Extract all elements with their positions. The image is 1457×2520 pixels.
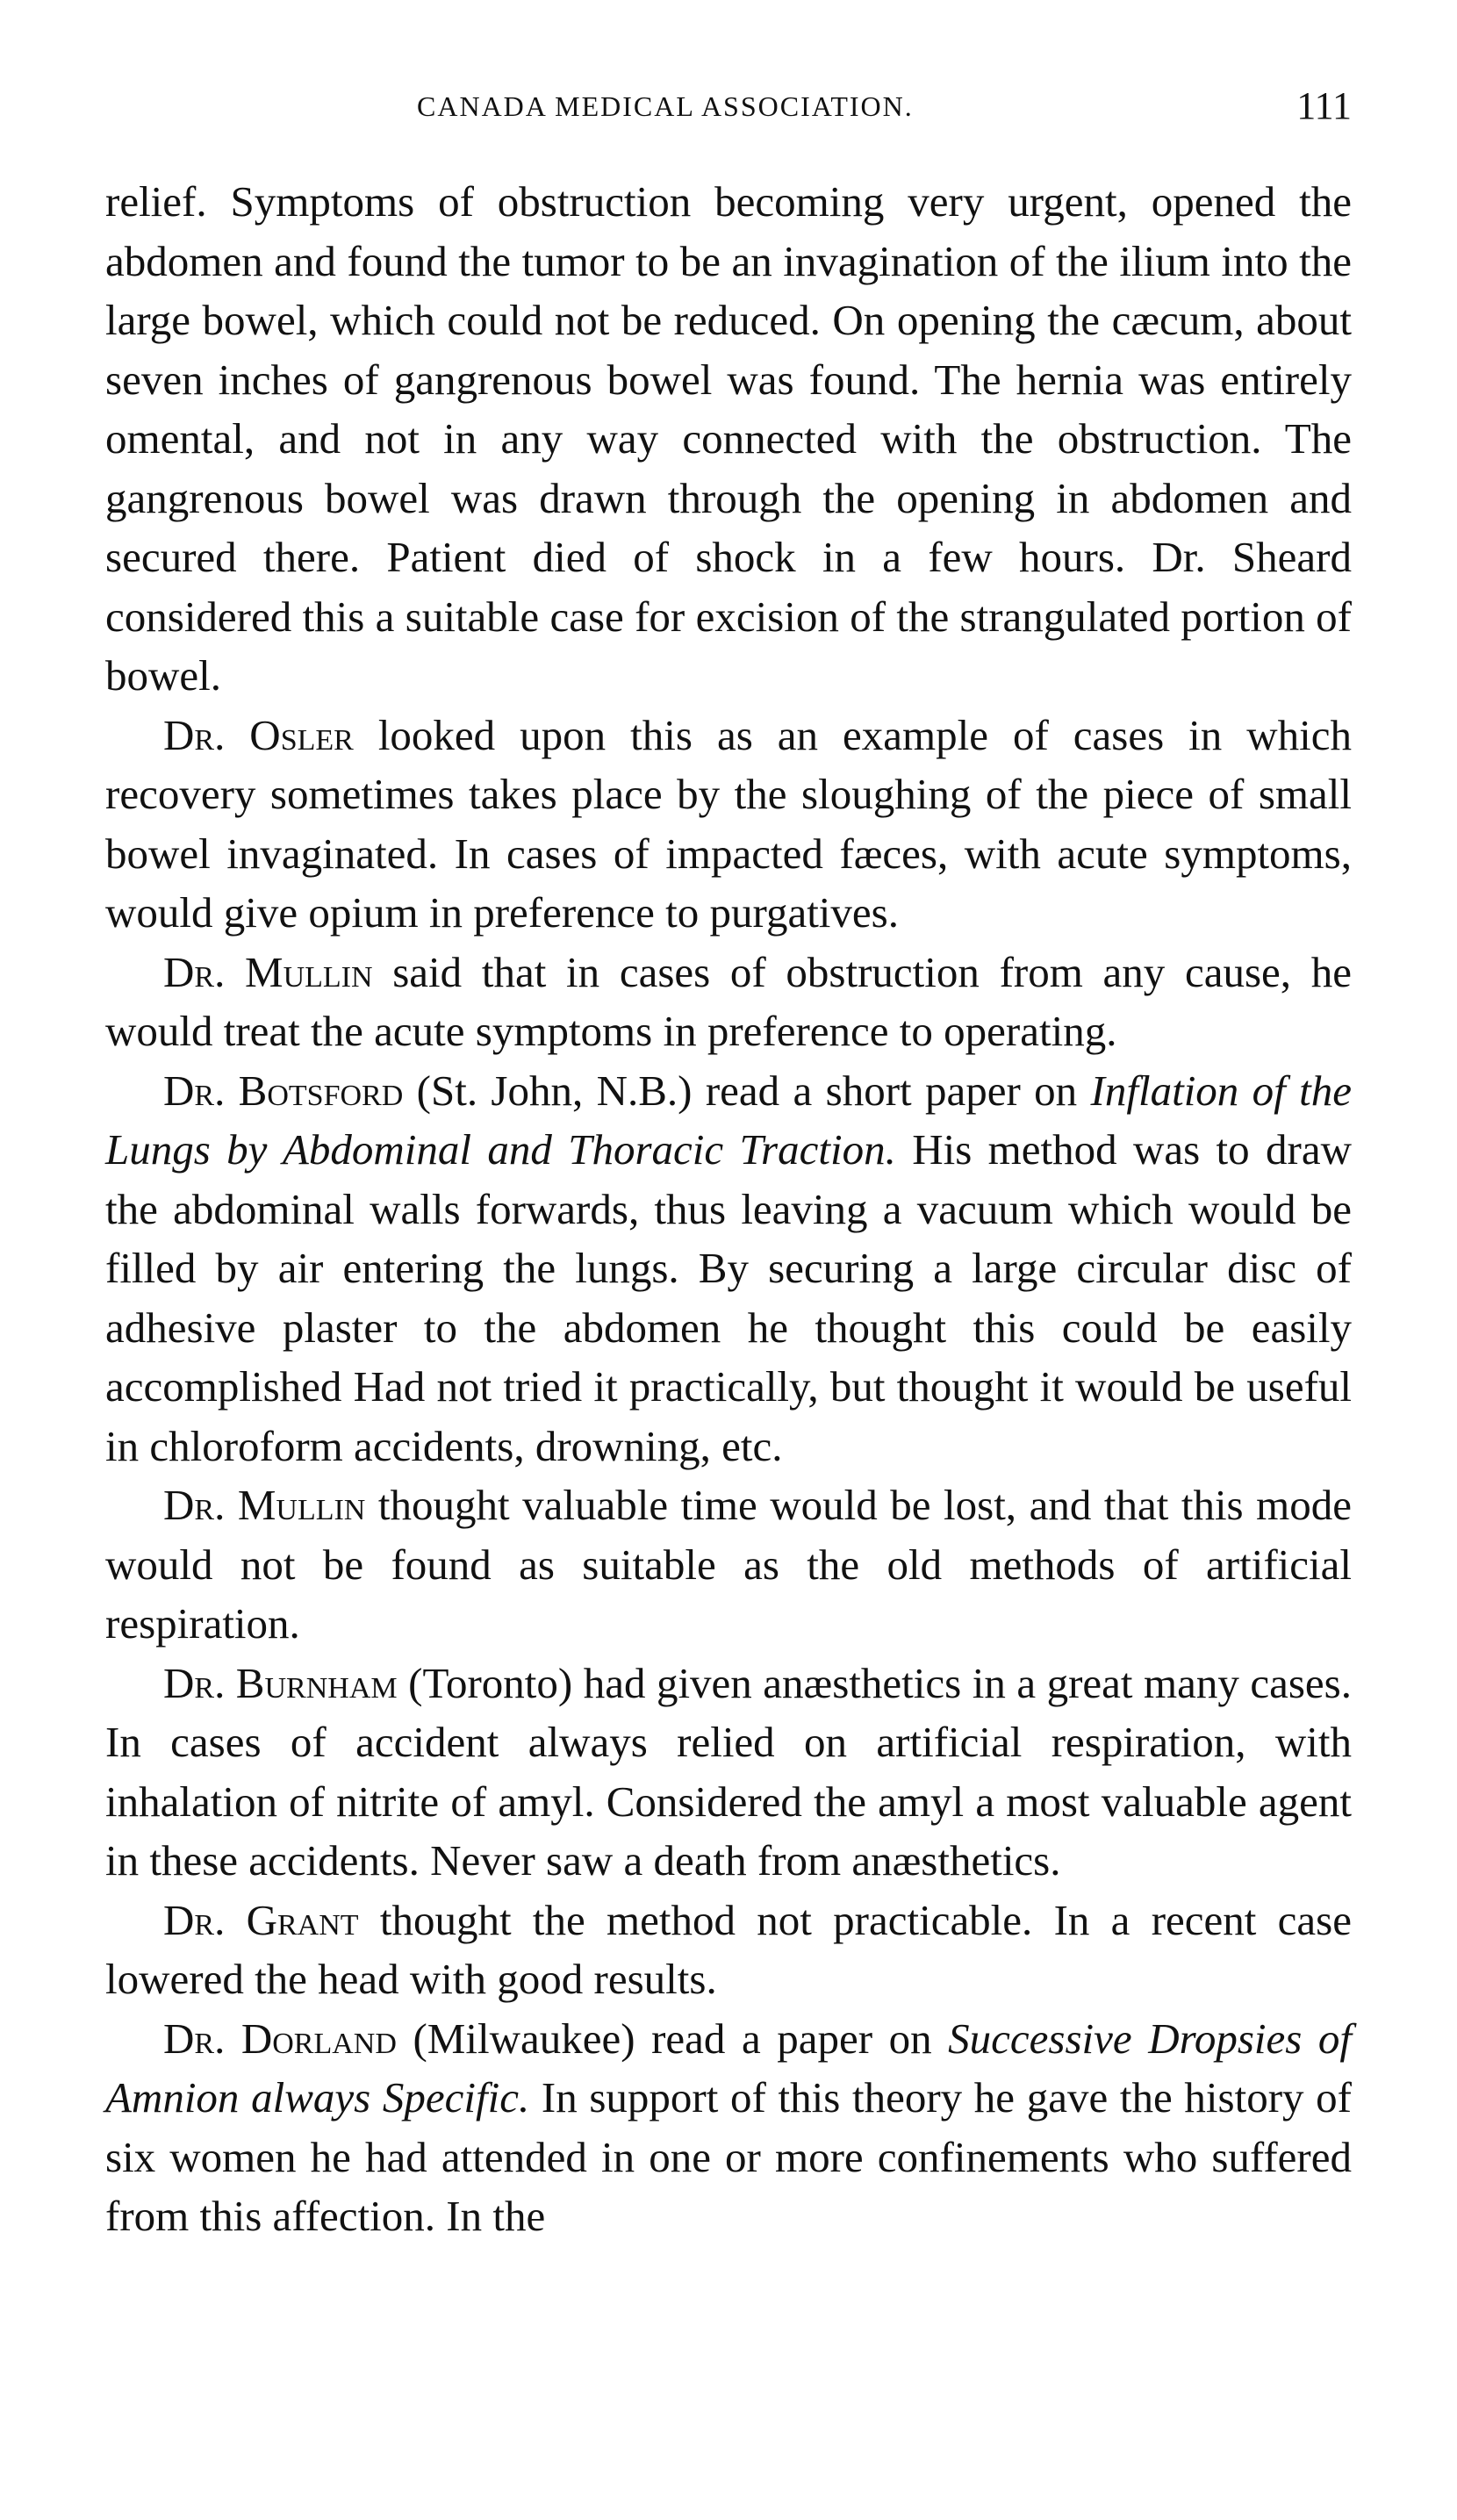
paragraph-mullin-1 xyxy=(105,943,1352,1061)
paragraph-text: thought valuable time would be lost, and that this mode would not be found as suitable as the old methods of artificial respiration. xyxy=(105,1481,1352,1648)
paper-title: Successive Dropsies of Amnion always Specific. xyxy=(105,2014,1352,2122)
paragraph-text: thought the method not practicable. In a recent case lowered the head with good results. xyxy=(105,1895,1352,2003)
paragraph-text: said that in cases of obstruction from any cause, he would treat the acute symptoms in preference to operating. xyxy=(105,947,1352,1055)
paragraph-dorland xyxy=(105,2009,1352,2246)
paragraph-text: (Milwaukee) read a paper on xyxy=(396,2014,949,2063)
speaker-name: Dr. Osler xyxy=(163,710,354,759)
paragraph-text: looked upon this as an example of cases in which recovery sometimes takes place by the sloughing of the piece of small bowel invaginated. In cases of impacted fæces, with acute symptoms, would give opium in preference to purgatives. xyxy=(105,710,1353,937)
paragraph-relief xyxy=(105,172,1352,706)
speaker-name: Dr. Grant xyxy=(163,1895,359,1944)
page-number: 111 xyxy=(1296,84,1352,127)
paragraph-text: (St. John, N.B.) read a short paper on xyxy=(403,1066,1091,1115)
paragraph-botsford xyxy=(105,1061,1352,1476)
paragraph-text: His method was to draw the abdominal walls forwards, thus leaving a vacuum which would be filled by air entering the lungs. By securing a large circular disc of adhesive plaster to the abdomen he thought this could be easily accomplished Had not tried it practically, but thought it would be useful in chloroform accidents, drowning, etc. xyxy=(105,1125,1352,1470)
speaker-name: Dr. Mullin xyxy=(163,947,373,996)
speaker-name: Dr. Botsford xyxy=(163,1066,404,1115)
paragraph-mullin-2 xyxy=(105,1475,1352,1654)
paragraph-burnham xyxy=(105,1654,1352,1891)
paragraph-grant xyxy=(105,1891,1352,2009)
paper-title: Inflation of the Lungs by Abdominal and Thoracic Traction. xyxy=(105,1066,1352,1174)
speaker-name: Dr. Mullin xyxy=(163,1481,366,1529)
paragraph-text: (Toronto) had given anæsthetics in a great many cases. In cases of accident always relied on artificial respiration, with inhalation of nitrite of amyl. Considered the amyl a most valuable agent in these accidents. Never saw a death from anæsthetics. xyxy=(105,1658,1352,1885)
speaker-name: Dr. Burnham xyxy=(163,1658,398,1707)
book-page xyxy=(105,0,1352,2520)
page-header xyxy=(105,83,1352,136)
speaker-name: Dr. Dorland xyxy=(163,2014,397,2063)
paragraph-osler xyxy=(105,706,1352,943)
paragraph-text: relief. Symptoms of obstruction becoming very urgent, opened the abdomen and found the tumor to be an invagination of the ilium into the large bowel, which could not be reduced. On opening the cæcum, about seven inches of gangrenous bowel was found. The hernia was entirely omental, and not in any way connected with the obstruction. The gangrenous bowel was drawn through the opening in abdomen and secured there. Patient died of shock in a few hours. Dr. Sheard considered this a suitable case for excision of the strangulated portion of bowel. xyxy=(105,177,1352,700)
running-title: CANADA MEDICAL ASSOCIATION. xyxy=(417,90,914,122)
body-text xyxy=(105,172,1352,2246)
paragraph-text: In support of this theory he gave the history of six women he had attended in one or more confinements who suffered from this affection. In the xyxy=(105,2073,1352,2240)
